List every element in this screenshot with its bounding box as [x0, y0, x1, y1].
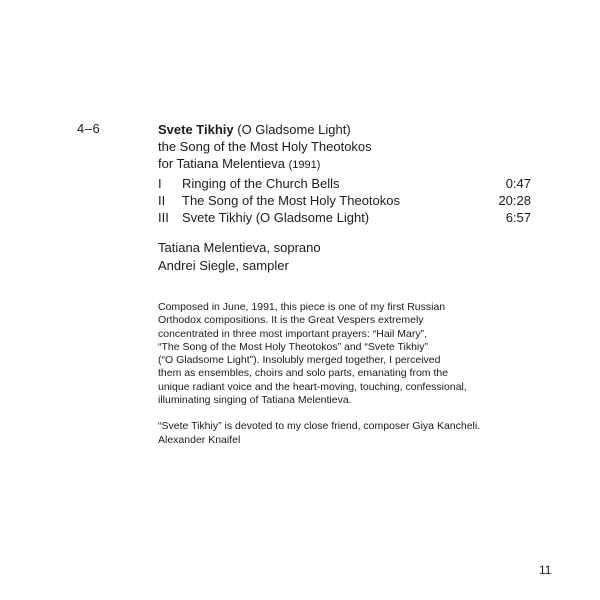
- work-dedication: [158, 155, 530, 174]
- page-number: 11: [539, 563, 552, 577]
- movement-duration: 6:57: [505, 210, 531, 225]
- notes-dedication-paragraph: [158, 420, 558, 447]
- work-title-main: Svete Tikhiy: [158, 122, 234, 137]
- work-year: (1991): [288, 159, 321, 171]
- notes-line: illuminating singing of Tatiana Melentieva.: [158, 394, 352, 407]
- movement-list: [158, 175, 531, 226]
- movement-number: II: [158, 193, 166, 208]
- notes-line: concentrated in three most important prayers: “Hail Mary”,: [158, 327, 428, 340]
- performer-list: [158, 239, 321, 275]
- movement-title: Ringing of the Church Bells: [182, 176, 340, 191]
- notes-signature: Alexander Knaifel: [158, 433, 241, 446]
- work-title-translation: (O Gladsome Light): [233, 122, 351, 137]
- notes-line: “The Song of the Most Holy Theotokos” and “Svete Tikhiy”: [158, 340, 429, 353]
- movement-duration: 20:28: [498, 193, 531, 208]
- track-range: 4–6: [77, 121, 101, 136]
- notes-line: Composed in June, 1991, this piece is one of my first Russian: [158, 301, 446, 313]
- notes-dedication: “Svete Tikhiy” is devoted to my close friend, composer Giya Kancheli.: [158, 420, 481, 433]
- movement-title: The Song of the Most Holy Theotokos: [182, 193, 400, 208]
- movement-row: [158, 209, 531, 226]
- work-heading: [158, 121, 530, 174]
- performer-soprano: Tatiana Melentieva, soprano: [158, 240, 321, 255]
- notes-line: them as ensembles, choirs and solo parts, emanating from the: [158, 367, 449, 380]
- liner-notes: [158, 301, 558, 447]
- movement-number: III: [158, 210, 169, 225]
- movement-duration: 0:47: [505, 176, 531, 191]
- work-subtitle: the Song of the Most Holy Theotokos: [158, 139, 372, 154]
- work-title: [158, 121, 530, 138]
- notes-paragraph: [158, 301, 558, 407]
- performer-sampler: Andrei Siegle, sampler: [158, 258, 289, 273]
- movement-number: I: [158, 176, 162, 191]
- work-dedication-text: for Tatiana Melentieva: [158, 156, 289, 171]
- notes-line: Orthodox compositions. It is the Great Vespers extremely: [158, 314, 424, 327]
- movement-row: [158, 175, 531, 192]
- movement-row: [158, 192, 531, 209]
- notes-line: (“O Gladsome Light”). Insolubly merged together, I perceived: [158, 354, 441, 367]
- movement-title: Svete Tikhiy (O Gladsome Light): [182, 210, 370, 225]
- notes-line: unique radiant voice and the heart-moving, touching, confessional,: [158, 380, 467, 393]
